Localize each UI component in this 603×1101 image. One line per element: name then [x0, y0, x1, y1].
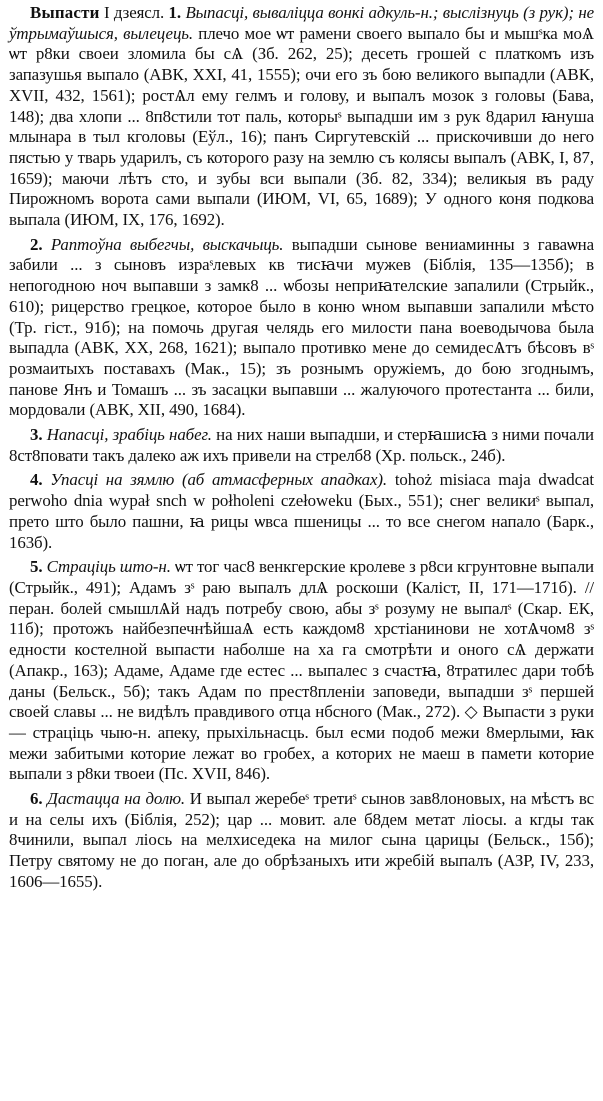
sense-5-gloss: Страціць што-н. — [46, 557, 171, 577]
sense-4-text: tohoż misiaca maja dwadcat perwoho dnia wypał snch w połholeni czełoweku (Бых., 551); снег великиˢ выпал, прето што было пашни, ꙗ рицы ѡвса пшеницы ... то все снегом напало (Барк., 163б). — [9, 470, 595, 552]
sense-1-number: 1. — [168, 3, 182, 22]
sense-3-text: на них наши выпадши, и стерꙗшисꙗ з ними почали 8ст8повати такъ далеко аж ихъ привели на стрелб8 (Хр. польск., 24б). — [9, 425, 594, 465]
headword: Выпасти — [30, 3, 100, 22]
sense-3-gloss: Напасці, зрабіць набег. — [46, 425, 212, 445]
sense-4-paragraph — [9, 470, 594, 553]
sense-6-number: 6. — [30, 789, 43, 809]
grammar-label: I дзеясл. — [103, 3, 165, 22]
sense-2-number: 2. — [30, 234, 43, 254]
sense-6-paragraph — [9, 789, 594, 893]
sense-6-gloss: Дастацца на долю. — [47, 789, 186, 809]
sense-2-text: выпадши сынове вениаминны з гаваѡна забили ... з сыновъ израˢлевых кв тисꙗчи мужев (Біблія, 135—135б); в непогодною ноч выпавши з замк8 ... ѡбозы неприꙗтелские запалили (Стрыйк., 610); рицерство грецкое, которое было в коню ѡном выпавши запалили мѣсто (Тр. гіст., 91б); на помочь другая челядь его милости пана воеводычова была выпадла (АВК, XX, 268, 1621); выпало противко мене до семидесѦтъ бѣсовъ вˢ розмаитыхъ поставахъ (Мак., 15); зъ рознымъ оружіемъ, до бою згоднымъ, панове Янъ и Томашъ ... зъ засацки выпавши ... жалуючого протестанта ... били, мордовали (АВК, XII, 490, 1684). — [9, 234, 595, 420]
sense-4-gloss: Упасці на зямлю (аб атмасферных ападках). — [50, 470, 388, 490]
sense-5-text: ѡт тог час8 венкгерские кролеве з р8си кгрунтовне выпали (Стрыйк., 491); Адамъ зˢ раю выпалъ длѦ роскоши (Каліст, II, 171—171б). // перан. болей смышлѦй надъ потребу свою, абы зˢ розуму не выпалˢ (Скар. ЕК, 11б); протожъ найбезпечнѣйшаѦ есть каждом8 хрстіанинови не хотѦчом8 зˢ едности костелной выпасти наболше на ха га смотрѣти и оного сѦ держати (Апакр., 163); Адаме, Адаме где естес ... выпалес з счастꙗ, 8тратилес дари тобѣ даны (Бельск., 5б); такъ Адам по прест8пленіи заповеди, выпадши зˢ першей своей славы ... не видѣлъ правдивого отца нбсного (Мак., 272). ◇ Выпасти з руки — страціць чыю-н. апеку, прыхільнасць. был есми подоб межи 8мерлыми, ꙗк межи забитыми которие лежат во гробех, а которих не маеш в памети которие выпали з р8ки твоеи (Пс. XVII, 846). — [9, 557, 594, 784]
sense-3-paragraph — [9, 425, 594, 466]
sense-1-text: плечо мое ѡт рамени своего выпало бы и мышˢка моѦ ѡт р8ки своеи зломила бы сѦ (Зб. 262, 25); десеть грошей с платкомъ изъ запазушья выпало (АВК, XXI, 41, 1555); очи его зъ бою великого выпадли (АВК, XVII, 432, 1561); ростѦл ему гелмъ и голову, и выпалъ мозок з головы (Бава, 148); два хлопи ... 8п8стили тот паль, которыˢ выпадши им з рук 8дарил ꙗнуша млынара в тыл кголовы (Еўл., 16); панъ Сиргутевскій ... прискочивши до него пястью у тварь ударилъ, съ которого разу на землю съ колясы выпалъ (АВК, I, 87, 1659); маючи лѣтъ сто, и зубы вси выпали (Зб. 82, 334); великыя въ раду Пирожномъ ворота сами выпали (ИЮМ, VI, 65, 1689); У одного коня подкова выпала (ИЮМ, IX, 176, 1692). — [9, 23, 594, 230]
sense-3-number: 3. — [30, 425, 43, 445]
sense-5-number: 5. — [30, 557, 43, 577]
sense-2-paragraph — [9, 235, 594, 421]
sense-4-number: 4. — [30, 470, 43, 490]
sense-2-gloss: Раптоўна выбегчы, выскачыць. — [50, 234, 284, 254]
sense-1-paragraph — [9, 3, 594, 231]
sense-1-gloss: Выпасці, вываліцца вонкі адкуль-н.; выслізнуць (з рук); не ўтрымаўшыся, вылецець. — [9, 3, 595, 43]
sense-6-text: И выпал жеребеˢ третиˢ сынов зав8лоновых, на мѣстъ вс и на селы ихъ (Біблія, 252); цар ... мовит. але б8дем метат ліосы. а кгды так 8чинили, выпал ліось на мелхиседека на милог сына царицы (Бельск., 15б); Петру святому не до поган, але до обрѣзаныхъ ити жребій выпалъ (АЗР, IV, 233, 1606—1655). — [9, 789, 594, 891]
sense-5-paragraph — [9, 557, 594, 785]
